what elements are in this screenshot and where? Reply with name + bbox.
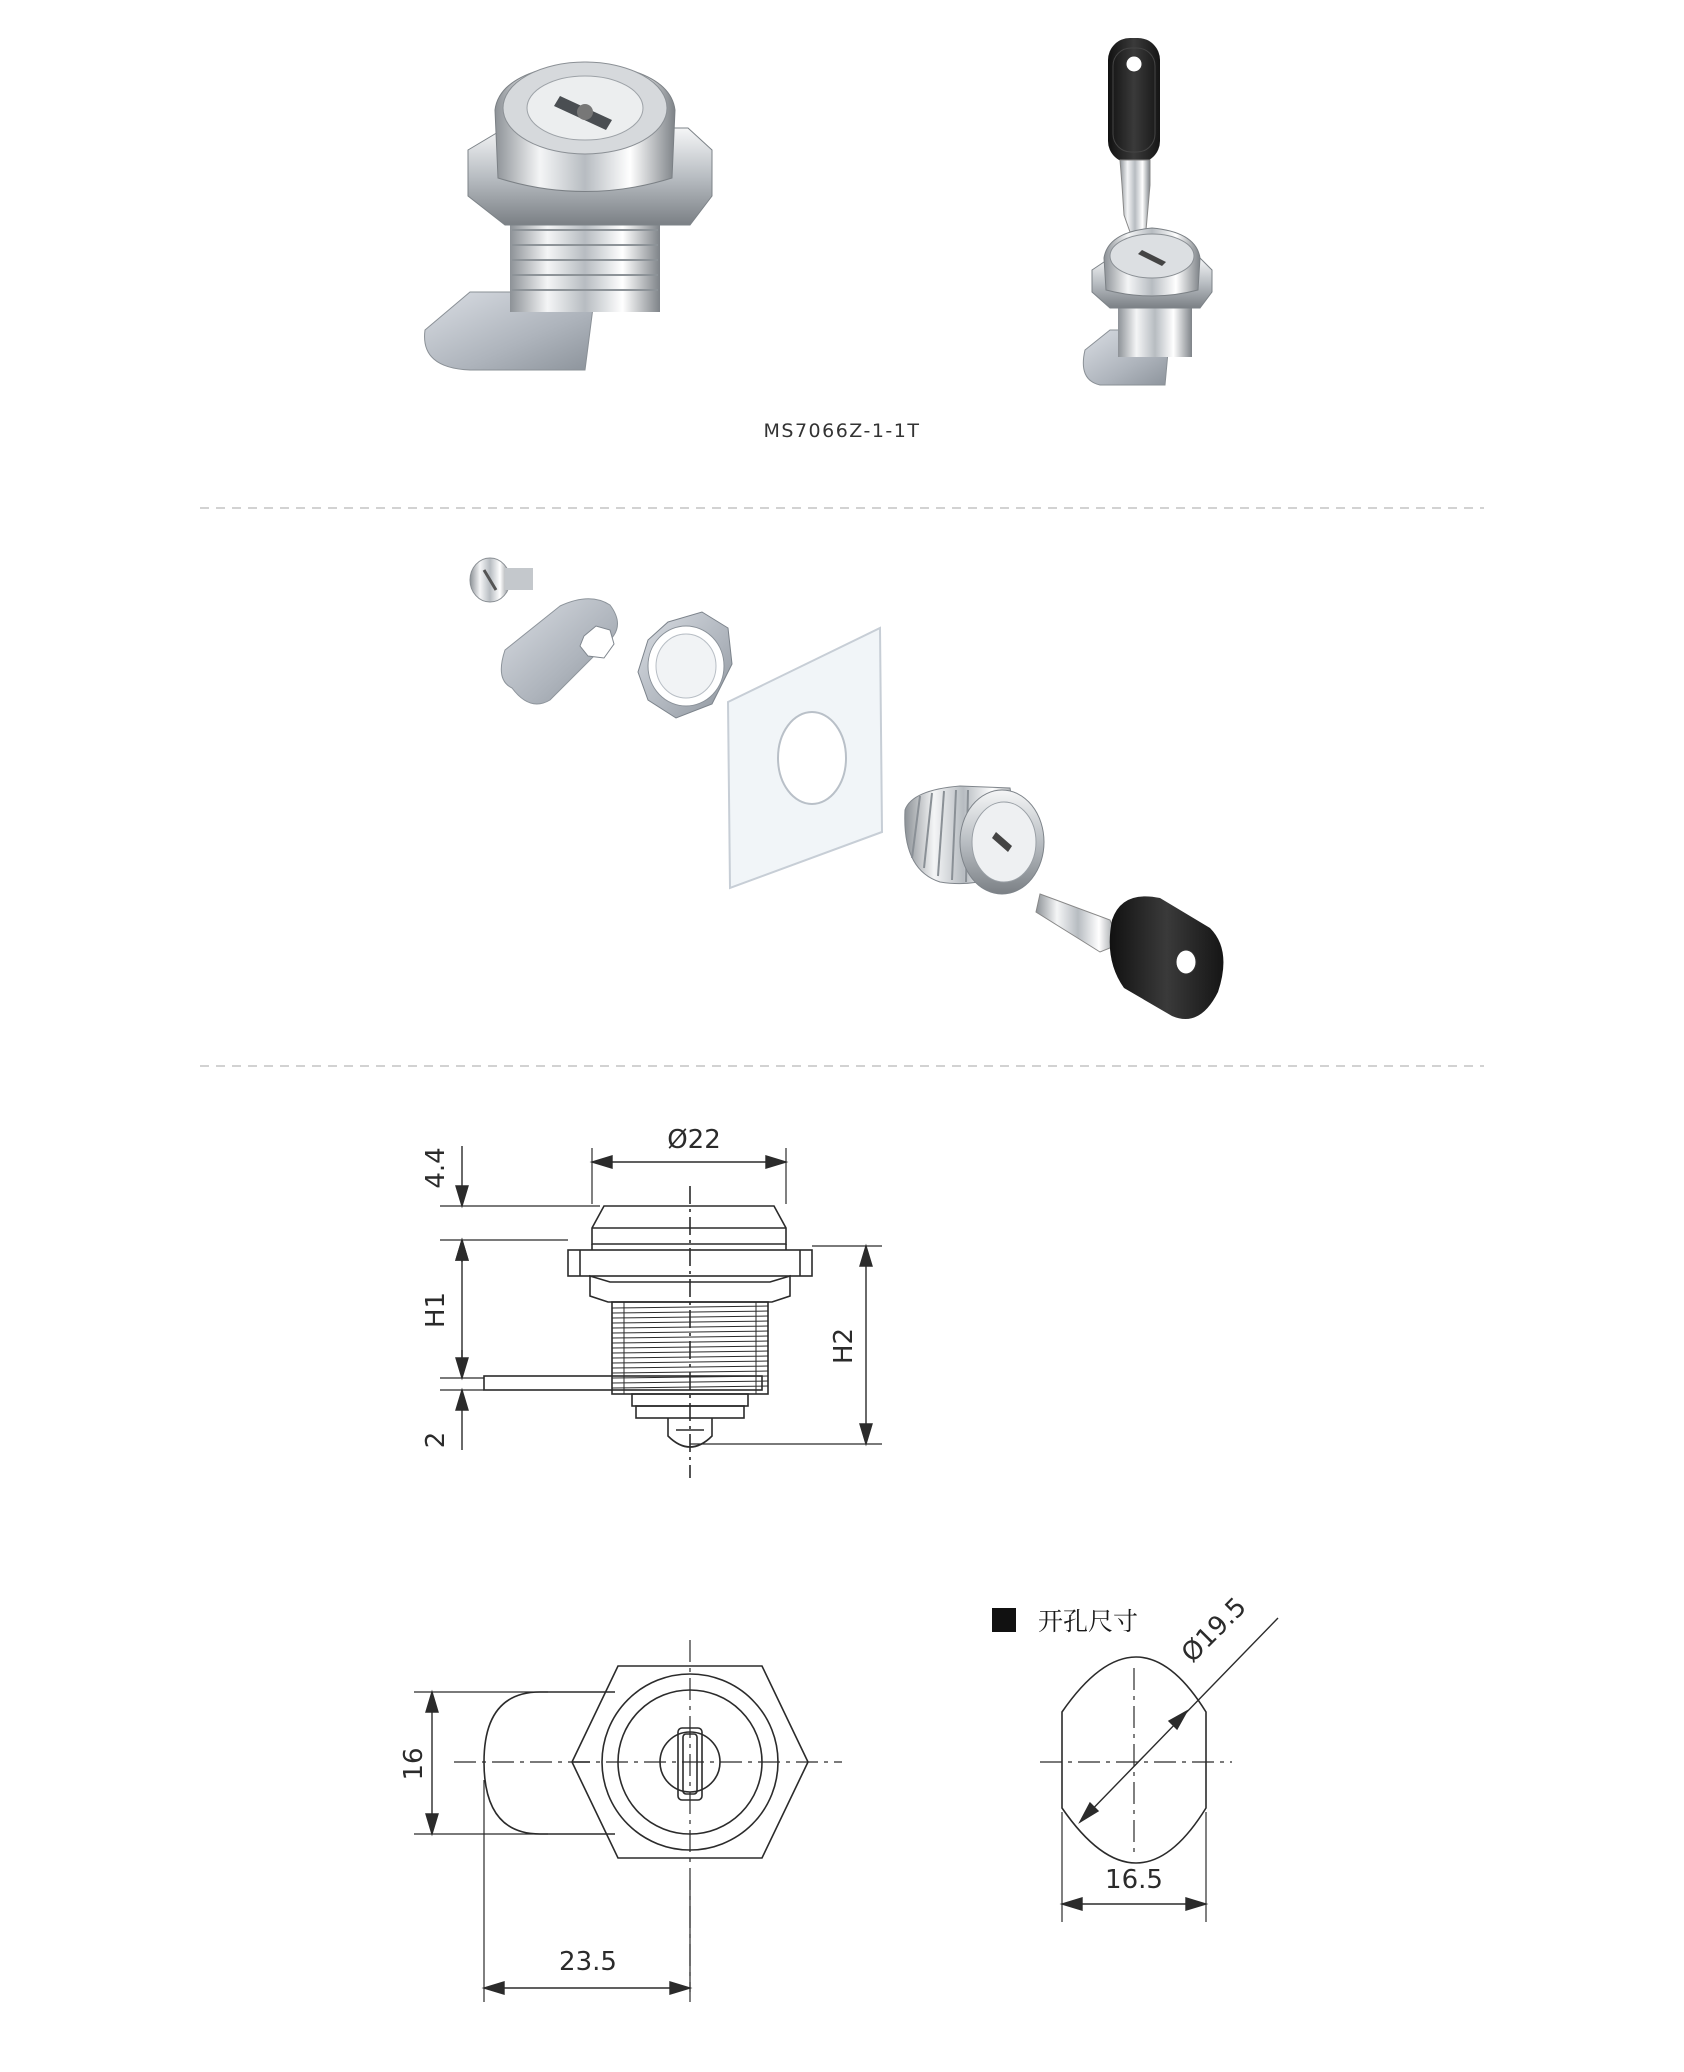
dim-cam-thickness-text: 2 — [421, 1431, 451, 1449]
dim-cam-length-text: 23.5 — [559, 1947, 617, 1977]
dim-h2-text: H2 — [829, 1327, 859, 1365]
model-label: MS7066Z-1-1T — [763, 420, 921, 442]
cutout-legend-title: 开孔尺寸 — [1038, 1607, 1139, 1636]
dim-h1-text: H1 — [421, 1291, 451, 1329]
cutout-dimension-lines — [1062, 1618, 1278, 1910]
dim-cutout-width-text: 16.5 — [1105, 1865, 1163, 1895]
dim-diameter-text: Ø22 — [667, 1125, 721, 1155]
dim-height-text: 16 — [399, 1747, 429, 1781]
dim-cutout-diameter-text: Ø19.5 — [1176, 1592, 1253, 1669]
dim-cap-height-text: 4.4 — [421, 1147, 451, 1189]
cutout-centerlines — [1040, 1668, 1232, 1858]
